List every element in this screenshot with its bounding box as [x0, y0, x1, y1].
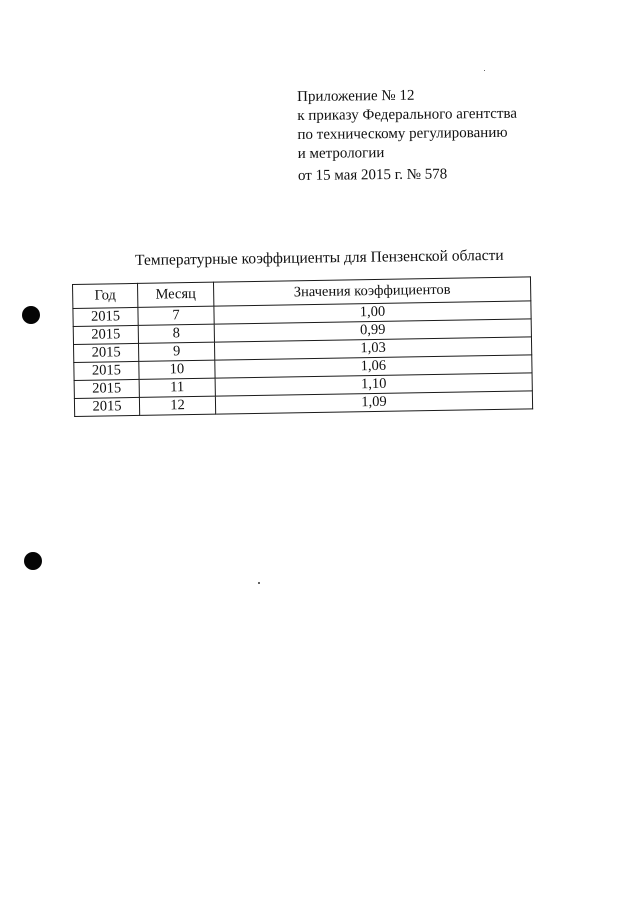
coefficients-table-wrapper — [72, 276, 533, 417]
cell-month: 7 — [138, 306, 214, 325]
column-header-month: Месяц — [137, 282, 213, 307]
cell-coefficient: 0,99 — [214, 319, 531, 342]
cell-year: 2015 — [74, 343, 139, 362]
cell-month: 9 — [138, 342, 214, 361]
cell-year: 2015 — [74, 379, 139, 398]
cell-year: 2015 — [73, 325, 138, 344]
annex-date: от 15 мая 2015 г. № 578 — [297, 166, 448, 184]
column-header-values: Значения коэффициентов — [213, 277, 530, 306]
cell-month: 8 — [138, 324, 214, 343]
punch-hole-mark — [22, 306, 40, 324]
annex-order-ref: к приказу Федерального агентства — [297, 105, 518, 124]
cell-year: 2015 — [74, 361, 139, 380]
cell-coefficient: 1,00 — [214, 301, 531, 324]
scan-speck — [258, 582, 260, 584]
punch-hole-mark — [24, 552, 42, 570]
cell-month: 10 — [139, 360, 215, 379]
cell-coefficient: 1,06 — [215, 355, 532, 378]
scan-speck — [484, 70, 485, 71]
cell-month: 11 — [139, 378, 215, 397]
annex-header — [297, 86, 518, 186]
cell-coefficient: 1,10 — [215, 373, 532, 396]
document-title: Температурные коэффициенты для Пензенской области — [135, 246, 504, 269]
cell-year: 2015 — [73, 307, 138, 326]
coefficients-table — [72, 276, 533, 417]
cell-month: 12 — [139, 396, 215, 415]
annex-agency: по техническому регулированию — [297, 124, 508, 143]
column-header-year: Год — [73, 283, 138, 308]
cell-coefficient: 1,09 — [215, 391, 532, 414]
cell-year: 2015 — [74, 397, 139, 416]
annex-agency-cont: и метрологии — [297, 145, 385, 162]
annex-number: Приложение № 12 — [297, 87, 415, 105]
cell-coefficient: 1,03 — [214, 337, 531, 360]
